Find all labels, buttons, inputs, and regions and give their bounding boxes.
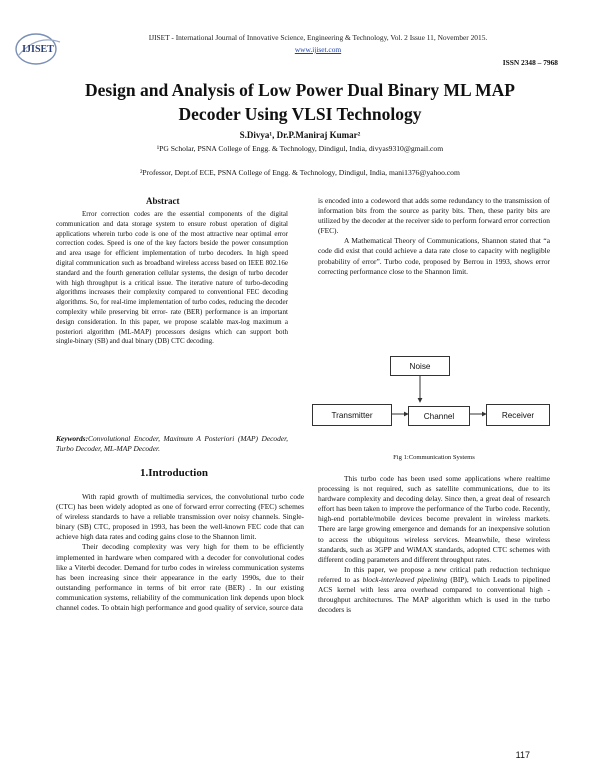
abstract-body — [56, 210, 288, 347]
transmitter-box: Transmitter — [312, 404, 392, 426]
introduction-body — [56, 492, 304, 613]
figure-caption: Fig 1:Communication Systems — [393, 454, 475, 461]
affiliation-1: ¹PG Scholar, PSNA College of Engg. & Technology, Dindigul, India, divyas9310@gmail.com — [156, 144, 444, 153]
right-column-top — [318, 196, 550, 277]
abstract-heading: Abstract — [146, 196, 180, 206]
title-line-1: Design and Analysis of Low Power Dual Binary ML MAP — [85, 80, 515, 100]
journal-citation: IJISET - International Journal of Innovative Science, Engineering & Technology, Vol. 2 Issue 11, November 2015. — [148, 33, 488, 42]
journal-url-link[interactable]: www.ijiset.com — [294, 45, 342, 54]
p4-before: In this paper, we propose a new critical path reduction technique referred to as — [318, 564, 550, 584]
paper-title — [40, 78, 560, 126]
logo-text: IJISET — [22, 44, 54, 55]
right-column-bottom — [318, 474, 550, 615]
introduction-heading: 1.Introduction — [140, 467, 208, 479]
keywords-text: Convolutional Encoder, Maximum A Posteriori (MAP) Decoder, Turbo Decoder, ML-MAP Decoder. — [56, 434, 288, 453]
intro-paragraph-1: With rapid growth of multimedia services, the convolutional turbo code (CTC) has been widely adopted as one of forward error correcting (FEC) schemes of wireless standards to have a reliable transmission over noisy channels. Single-binary (SB) CTC, proposed in 1993, has been the well-known FEC code that can achieve high data rates and coding gains close to the Shannon limit. — [56, 492, 304, 542]
right-paragraph-3: This turbo code has been used some applications where realtime processing is not required, such as satellite communications, due to its hardware complexity and decoding delay. Since then, a great deal of research effort has been taken to improve the performance of the Turbo code. Recently, high-end portable/mobile devices become prevalent in wireless markets. There are large growing emergence and demands for an inexpensive solution to access the ubiquitous wireless services. Meanwhile, these wireless standards, such as 3GPP and WiMAX standards, adopted CTC schemes with different coding parameters and different throughput rates. — [318, 474, 550, 564]
noise-box: Noise — [390, 356, 450, 376]
channel-box: Channel — [408, 406, 470, 426]
issn: ISSN 2348 – 7968 — [502, 58, 558, 67]
right-paragraph-4 — [318, 565, 550, 615]
journal-logo — [14, 30, 66, 68]
page-number: 117 — [515, 750, 530, 760]
p4-after: (BIP), which Leads to pipelined ACS kernel with less area overhead compared to conventional high - throughput architectures. The MAP algorithm which is used in the turbo decoders is — [318, 574, 551, 615]
right-paragraph-2: A Mathematical Theory of Communications, Shannon stated that “a code did exist that could achieve a data rate close to capacity with negligible probability of error”. Turbo code, proposed by Berrou in 1993, shows error correcting performance close to the Shannon limit. — [318, 236, 550, 276]
keywords — [56, 434, 288, 454]
receiver-box: Receiver — [486, 404, 550, 426]
intro-paragraph-2: Their decoding complexity was very high for them to be efficiently implemented in hardware when compared with a decoder for convolutional codes like a Viterbi decoder. Demand for turbo codes in wireless communication systems has been increasing since their appearance in the early 1990s, due to their outstanding performance in terms of bit error rate (BER) . In our existing communication systems, reliability of the communication link depends upon block channel codes. To obtain high performance and good quality of service, source data — [56, 542, 304, 613]
abstract-text: Error correction codes are the essential components of the digital communication and data storage system to ensure robust operation of digital applications wherein turbo code is one of the most attractive near optimal error correction codes. Speed is one of the key factors beside the power consumption and area usage for efficient implementation of turbo decoders. In high speed digital communication such as broadband wireless access based on IEEE 802.16e standard and the fourth generation cellular systems, the design of turbo decoder with high throughput is a critical issue. The iterative nature of turbo-decoding algorithms increases their complexity compared to conventional FEC decoding algorithms. So, for real-time implementation of turbo codes, reducing the decoder complexity while preserving bit error- rate (BER) performance is an important design consideration. In this paper, we propose scalable max-log maximum a posteriori algorithm (ML-MAP) processors designs which can support both single-binary (SB) and dual binary (DB) CTC decoding. — [56, 210, 288, 346]
affiliation-2: ²Professor, Dept.of ECE, PSNA College of Engg. & Technology, Dindigul, India, mani1376@yahoo.com — [140, 168, 460, 177]
title-line-2: Decoder Using VLSI Technology — [178, 104, 422, 124]
keywords-label: Keywords: — [56, 434, 89, 443]
p4-term: block-interleaved pipelining — [362, 574, 448, 584]
communication-system-figure — [318, 350, 550, 440]
right-paragraph-1: is encoded into a codeword that adds some redundancy to the transmission of information bits from the source as parity bits. Then, these parity bits are utilized by the decoder at the receiver side to perform forward error correction (FEC). — [318, 196, 550, 236]
authors: S.Divya¹, Dr.P.Maniraj Kumar² — [239, 130, 361, 140]
